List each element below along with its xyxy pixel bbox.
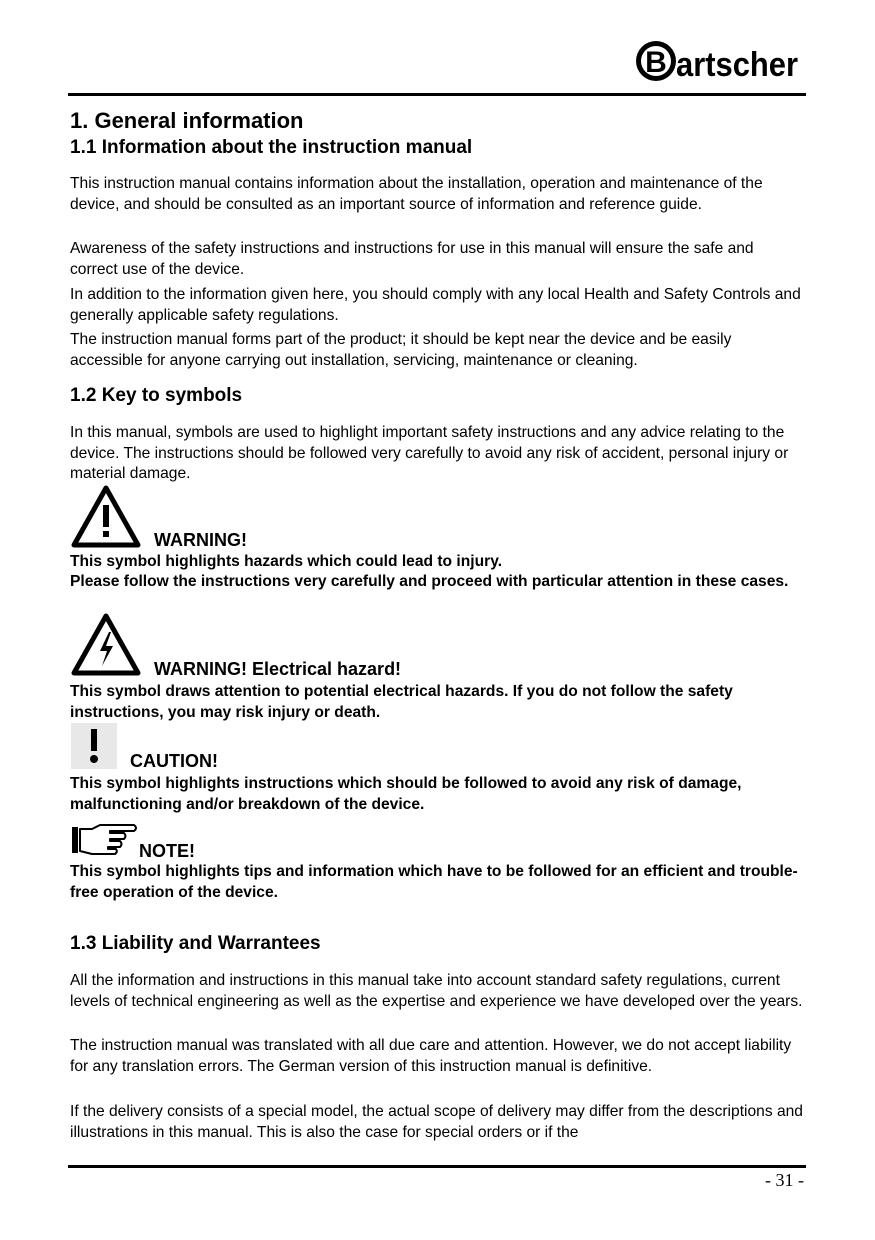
exclamation-icon (71, 723, 117, 769)
note-title: NOTE! (139, 841, 195, 861)
paragraph: In this manual, symbols are used to highlight important safety instructions and any advice relating to the device. The instructions should be followed very carefully to avoid any risk of accident, personal injury or material damage. (70, 424, 789, 482)
logo-initial: B (645, 46, 667, 79)
page-number: - 31 - (765, 1170, 804, 1190)
footer-rule (68, 1165, 806, 1168)
electrical-hazard-title: WARNING! Electrical hazard! (154, 659, 402, 679)
paragraph: Awareness of the safety instructions and instructions for use in this manual will ensure the safe and correct use of the device. (70, 240, 754, 278)
paragraph: This instruction manual contains information about the installation, operation and maintenance of the device, and should be consulted as an important source of information and reference guide. (70, 175, 763, 213)
section-1-2-title: 1.2 Key to symbols (70, 385, 243, 406)
section-1-3-title: 1.3 Liability and Warrantees (70, 933, 321, 954)
note-text: This symbol highlights tips and information which have to be followed for an efficient and trouble-free operation of the device. (70, 863, 798, 901)
paragraph: All the information and instructions in this manual take into account standard safety regulations, current levels of technical engineering as well as the expertise and experience we have developed over the years. (70, 972, 803, 1010)
electrical-hazard-icon (71, 613, 141, 677)
electrical-hazard-text: This symbol draws attention to potential electrical hazards. If you do not follow the safety instructions, you may risk injury or death. (70, 683, 733, 721)
warning-title: WARNING! (154, 530, 247, 550)
logo-text: artscher (676, 46, 798, 84)
warning-text-2: Please follow the instructions very carefully and proceed with particular attention in these cases. (70, 573, 789, 590)
warning-text: This symbol highlights hazards which could lead to injury. (70, 553, 503, 570)
pointing-hand-icon (70, 821, 140, 861)
warning-triangle-icon (71, 485, 141, 549)
paragraph: The instruction manual forms part of the product; it should be kept near the device and be easily accessible for anyone carrying out installation, servicing, maintenance or cleaning. (70, 331, 732, 369)
bartscher-logo (632, 34, 802, 86)
paragraph: In addition to the information given here, you should comply with any local Health and Safety Controls and generally applicable safety regulations. (70, 286, 801, 324)
paragraph: The instruction manual was translated with all due care and attention. However, we do not accept liability for any translation errors. The German version of this instruction manual is definitive. (70, 1037, 792, 1075)
paragraph: If the delivery consists of a special model, the actual scope of delivery may differ from the descriptions and illustrations in this manual. This is also the case for special orders or if the (70, 1103, 803, 1141)
section-1-title: 1. General information (70, 108, 304, 133)
caution-title: CAUTION! (130, 751, 218, 771)
section-1-1-title: 1.1 Information about the instruction manual (70, 137, 473, 158)
caution-text: This symbol highlights instructions which should be followed to avoid any risk of damage, malfunctioning and/or breakdown of the device. (70, 775, 742, 813)
header-rule (68, 93, 806, 96)
